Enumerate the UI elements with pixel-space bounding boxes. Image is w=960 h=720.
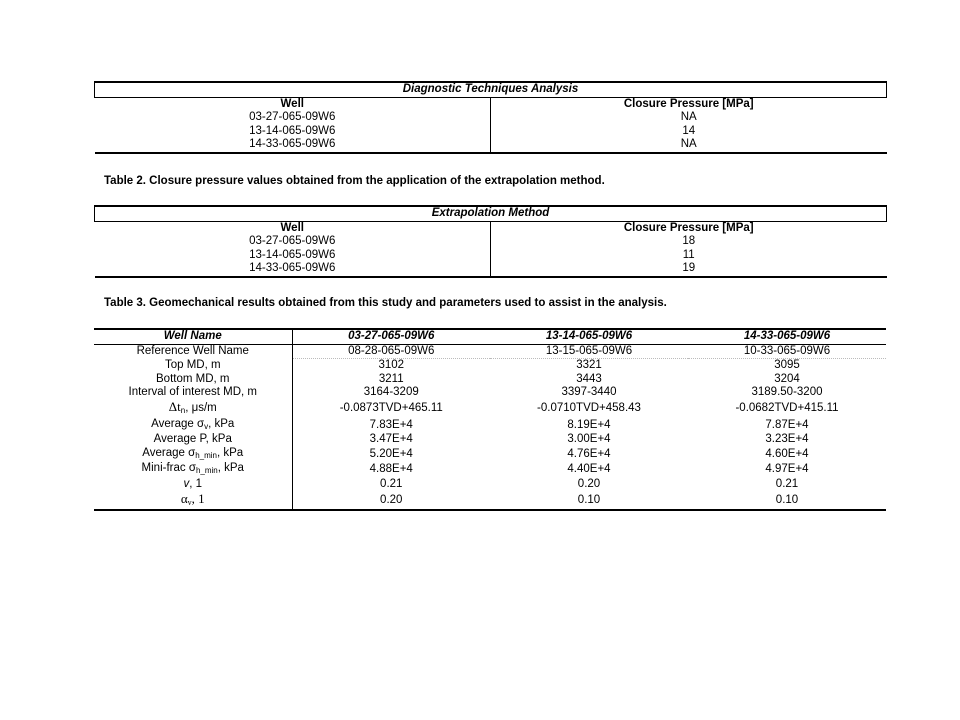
value-cell: 4.40E+4 bbox=[567, 463, 611, 476]
label-italic: v bbox=[183, 477, 190, 490]
table-row bbox=[95, 138, 887, 153]
label-subscript: v bbox=[187, 497, 192, 507]
table-row bbox=[95, 249, 887, 263]
value-cell: 0.20 bbox=[292, 492, 490, 511]
value-cell: 7.83E+4 bbox=[369, 418, 413, 431]
label-unit: , 1 bbox=[189, 477, 203, 490]
value-cell: 3164-3209 bbox=[363, 386, 419, 399]
value-cell: 3.23E+4 bbox=[765, 433, 809, 446]
label-subscript: h_min bbox=[195, 450, 217, 460]
value-cell: 8.19E+4 bbox=[567, 418, 611, 431]
value-cell: 13-15-065-09W6 bbox=[490, 344, 688, 359]
column-header-well: Well bbox=[95, 221, 491, 235]
value-cell: 3211 bbox=[378, 372, 404, 385]
value-cell: 3102 bbox=[378, 359, 405, 372]
value-cell: 3443 bbox=[576, 372, 602, 385]
table-row bbox=[94, 492, 886, 511]
row-label: Top MD, m bbox=[94, 359, 292, 373]
table-row bbox=[95, 262, 887, 277]
table-row bbox=[94, 359, 886, 373]
column-header-well-1: 03-27-065-09W6 bbox=[292, 329, 490, 344]
value-cell: 3397-3440 bbox=[561, 386, 617, 399]
value-cell: 0.21 bbox=[775, 477, 799, 490]
well-cell: 13-14-065-09W6 bbox=[95, 249, 491, 263]
pressure-cell: 19 bbox=[491, 262, 887, 277]
pressure-cell: NA bbox=[680, 111, 697, 124]
value-cell: 4.76E+4 bbox=[567, 447, 611, 460]
table-row bbox=[94, 478, 886, 492]
table-row bbox=[94, 462, 886, 478]
table-title: Diagnostic Techniques Analysis bbox=[95, 82, 887, 97]
row-label bbox=[94, 462, 292, 478]
value-cell: 0.21 bbox=[380, 477, 403, 490]
value-cell: 4.88E+4 bbox=[369, 463, 413, 476]
well-cell: 14-33-065-09W6 bbox=[95, 138, 491, 153]
table-title: Extrapolation Method bbox=[95, 206, 887, 221]
value-cell: 10-33-065-09W6 bbox=[688, 344, 886, 359]
value-cell: 0.20 bbox=[577, 477, 601, 490]
table-2-caption: Table 2. Closure pressure values obtained from the application of the extrapolation method. bbox=[104, 175, 605, 187]
table-row bbox=[95, 235, 887, 249]
column-header-closure-pressure: Closure Pressure [MPa] bbox=[623, 97, 754, 110]
pressure-cell: 11 bbox=[682, 248, 695, 261]
label-subscript: n bbox=[180, 405, 186, 415]
value-cell: 3204 bbox=[774, 372, 800, 385]
extrapolation-method-table bbox=[94, 205, 887, 278]
value-cell: 4.60E+4 bbox=[765, 447, 809, 460]
row-label: Interval of interest MD, m bbox=[94, 386, 292, 400]
value-cell: 5.20E+4 bbox=[369, 447, 413, 460]
value-cell: 3.00E+4 bbox=[567, 433, 611, 446]
table-row bbox=[94, 373, 886, 387]
row-label bbox=[94, 418, 292, 434]
table-row bbox=[94, 433, 886, 447]
label-unit: , kPa bbox=[208, 417, 235, 430]
column-header-closure-pressure: Closure Pressure [MPa] bbox=[623, 221, 754, 234]
table-row bbox=[94, 400, 886, 418]
row-label: Reference Well Name bbox=[94, 344, 292, 359]
label-unit: , μs/m bbox=[185, 401, 217, 414]
column-header-well-name: Well Name bbox=[94, 329, 292, 344]
diagnostic-techniques-table bbox=[94, 81, 887, 154]
label-subscript: h_min bbox=[195, 466, 218, 476]
value-cell: 3095 bbox=[774, 359, 800, 372]
value-cell: 08-28-065-09W6 bbox=[292, 344, 490, 359]
row-label bbox=[94, 492, 292, 511]
alpha-symbol: α bbox=[180, 490, 188, 506]
row-label bbox=[94, 400, 292, 418]
delta-symbol: Δt bbox=[168, 398, 181, 414]
value-cell: -0.0682TVD+415.11 bbox=[735, 401, 839, 414]
label-text: Average σ bbox=[142, 446, 196, 459]
label-unit: , kPa bbox=[217, 462, 244, 475]
well-cell: 13-14-065-09W6 bbox=[95, 125, 491, 139]
label-subscript: v bbox=[204, 421, 209, 431]
geomechanical-results-table bbox=[94, 328, 886, 511]
pressure-cell: 18 bbox=[682, 235, 696, 248]
label-unit: , kPa bbox=[217, 446, 244, 459]
pressure-cell: 14 bbox=[682, 124, 696, 137]
table-row bbox=[95, 125, 887, 139]
well-cell: 03-27-065-09W6 bbox=[95, 111, 491, 125]
well-cell: 14-33-065-09W6 bbox=[95, 262, 491, 277]
value-cell: 3189.50-3200 bbox=[751, 386, 823, 399]
column-header-well-2: 13-14-065-09W6 bbox=[490, 329, 688, 344]
table-row bbox=[94, 418, 886, 434]
table-row bbox=[94, 447, 886, 463]
pressure-cell: NA bbox=[491, 138, 887, 153]
value-cell: 3.47E+4 bbox=[369, 433, 413, 446]
row-label: Bottom MD, m bbox=[94, 373, 292, 387]
label-text: Average σ bbox=[151, 417, 205, 430]
row-label bbox=[94, 447, 292, 463]
label-text: Mini-frac σ bbox=[141, 462, 196, 475]
value-cell: -0.0873TVD+465.11 bbox=[339, 401, 443, 414]
row-label: Average P, kPa bbox=[94, 433, 292, 447]
value-cell: -0.0710TVD+458.43 bbox=[537, 401, 641, 414]
well-cell: 03-27-065-09W6 bbox=[95, 235, 491, 249]
table-row bbox=[95, 111, 887, 125]
value-cell: 7.87E+4 bbox=[765, 418, 809, 431]
row-label bbox=[94, 478, 292, 492]
value-cell: 0.10 bbox=[688, 492, 886, 511]
table-row bbox=[94, 344, 886, 359]
column-header-well: Well bbox=[95, 97, 491, 111]
table-row bbox=[94, 386, 886, 400]
column-header-well-3: 14-33-065-09W6 bbox=[688, 329, 886, 344]
table-3-caption: Table 3. Geomechanical results obtained from this study and parameters used to assist in the analysis. bbox=[104, 297, 667, 309]
value-cell: 3321 bbox=[576, 359, 602, 372]
label-unit: , 1 bbox=[191, 490, 205, 506]
value-cell: 4.97E+4 bbox=[765, 463, 809, 476]
value-cell: 0.10 bbox=[490, 492, 688, 511]
